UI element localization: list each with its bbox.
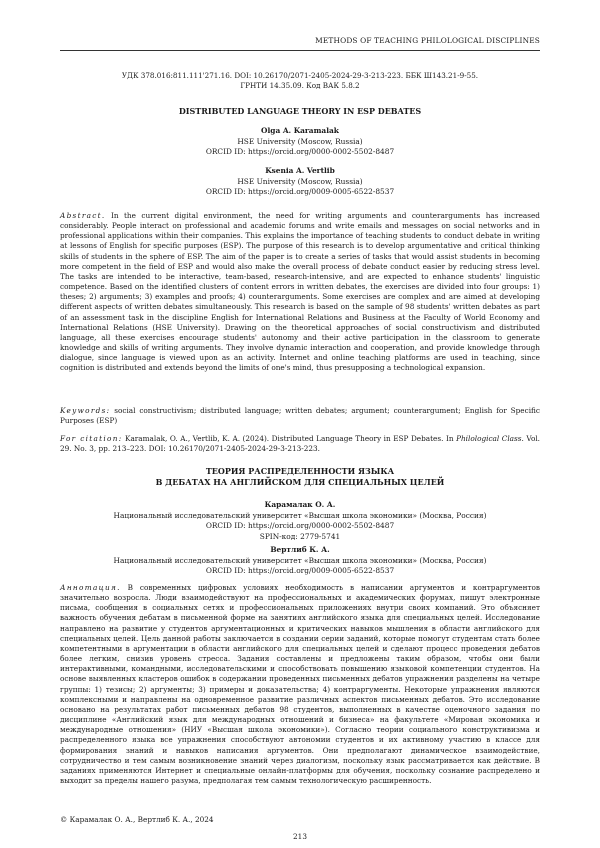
author-spin: SPIN-код: 2779-5741 bbox=[259, 531, 341, 541]
citation-text-end: Vol. 29. No. 3, pp. 213–223. DOI: 10.26170/2071-2405-2024-29-3-213-223. bbox=[60, 434, 540, 454]
citation-en bbox=[60, 434, 540, 454]
abstract-label: Аннотация. bbox=[60, 583, 121, 592]
author-block-ru-1 bbox=[60, 500, 540, 542]
author-affiliation: Национальный исследовательский университет «Высшая школа экономики» (Москва, Россия) bbox=[113, 510, 487, 520]
author-affiliation: HSE University (Moscow, Russia) bbox=[237, 176, 363, 186]
page-number: 213 bbox=[293, 832, 307, 841]
abstract-text: В современных цифровых условиях необходимость в написании аргументов и контраргументов значительно возросла. Люди взаимодействуют на профессиональных и академических форумах, пишут электронные письма, сообщения в социальных сетях и профессиональных приложениях внутри своих компаний. Это объясняет важность обучения дебатам в письменной форме на занятиях английского языка для специальных целей. Исследование направлено на развитие у студентов аргументационных и критических навыков мышления в области английского для специальных целей. Цель данной работы заключается в создании серии заданий, которые помогут студентам стать более компетентными в аргументации в области английского для специальных целей и сделают процесс проведения дебатов более легким, снизив уровень стресса. Задания составлены и предложены таким образом, чтобы они были интерактивными, командными, исследовательскими и способствовать повышению языковой компетенции студентов. На основе выявленных кластеров ошибок в содержании проведенных письменных дебатов упражнения разделены на четыре группы: 1) тезисы; 2) аргументы; 3) примеры и доказательства; 4) контраргументы. Некоторые упражнения являются комплексными и направлены на одновременное развитие различных аспектов письменных дебатов. Это исследование основано на результатах работ письменных дебатов 98 студентов, выполненных в качестве оценочного задания по дисциплине «Английский язык для международных отношений и бизнеса» на факультете «Мировая экономика и международные отношения» (НИУ «Высшая школа экономики»). Согласно теории социального конструктивизма и распределенного языка все упражнения способствуют автономии студентов и их активному участию в классе для формирования знаний и навыков написания аргументов. Они предполагают динамическое взаимодействие, сотрудничество и тем самым возникновение знаний через диалогизм, поскольку язык рассматривается как действие. В заданиях применяются Интернет и специальные онлайн-платформы для обучения, поскольку сознание распределено и выходит за пределы нашего разума, предполагая тем самым технологическую расширенность. bbox=[60, 583, 540, 785]
article-meta bbox=[60, 71, 540, 91]
author-name: Вертлиб К. А. bbox=[270, 545, 330, 554]
abstract-text: In the current digital environment, the need for writing arguments and counterarguments has increased considerably. People interact on professional and academic forums and write emails and messages on social networks and in professional applications within their companies. This explains the importance of teaching students to conduct debate in writing at lessons of English for specific purposes (ESP). The purpose of this research is to develop argumentative and critical thinking skills of students in the sphere of ESP. The aim of the paper is to create a series of tasks that would assist students in becoming more competent in the field of ESP and would also make the overall process of debate conduct easier by reducing stress level. The tasks are intended to be interactive, team-based, research-intensive, and are expected to enhance students' linguistic competence. Based on the identified clusters of content errors in written debates, the exercises are divided into four groups: 1) theses; 2) arguments; 3) examples and proofs; 4) counterarguments. Some exercises are complex and are aimed at developing different aspects of written debates simultaneously. This research is based on the sample of 98 students' written debates as part of an assessment task in the discipline English for International Relations and Business at the Faculty of World Economy and International Relations (HSE University). Drawing on the theoretical approaches of social constructivism and distributed language, all these exercises encourage students' autonomy and their active participation in the classroom to generate knowledge and skills of writing arguments. They involve dynamic interaction and cooperation, and provide knowledge through dialogue, since language is viewed upon as an activity. Internet and online teaching platforms are used in teaching, since cognition is distributed and extends beyond the limits of one's mind, thus presupposing a technological expansion. bbox=[60, 211, 540, 373]
author-block-en-2 bbox=[60, 166, 540, 198]
copyright: © Карамалак О. А., Вертлиб К. А., 2024 bbox=[60, 815, 214, 824]
title-ru-line-1: ТЕОРИЯ РАСПРЕДЕЛЕННОСТИ ЯЗЫКА bbox=[205, 466, 395, 476]
author-orcid: ORCID ID: https://orcid.org/0000-0002-5502-8487 bbox=[205, 147, 395, 156]
author-block-ru-2 bbox=[60, 545, 540, 577]
author-affiliation: Национальный исследовательский университет «Высшая школа экономики» (Москва, Россия) bbox=[113, 555, 487, 565]
author-block-en-1 bbox=[60, 126, 540, 158]
header-rule bbox=[60, 50, 540, 51]
author-name: Ksenia A. Vertlib bbox=[265, 166, 335, 175]
keywords-text: social constructivism; distributed language; written debates; argument; counterargument; English for Specific Purposes (ESP) bbox=[60, 406, 540, 426]
author-affiliation: HSE University (Moscow, Russia) bbox=[237, 136, 363, 146]
author-name: Карамалак О. А. bbox=[264, 500, 336, 509]
title-ru-line-2: В ДЕБАТАХ НА АНГЛИЙСКОМ ДЛЯ СПЕЦИАЛЬНЫХ ЦЕЛЕЙ bbox=[155, 477, 445, 487]
author-name: Olga A. Karamalak bbox=[261, 126, 339, 135]
citation-label: For citation: bbox=[60, 434, 123, 443]
author-orcid: ORCID ID: https://orcid.org/0009-0005-6522-8537 bbox=[205, 187, 395, 196]
meta-line-udc: УДК 378.016:811.111'271.16. DOI: 10.26170/2071-2405-2024-29-3-213-223. ББК Ш143.21-9-55. bbox=[121, 71, 479, 80]
meta-line-grnti: ГРНТИ 14.35.09. Код ВАК 5.8.2 bbox=[240, 81, 360, 90]
citation-journal: Philological Class. bbox=[456, 434, 524, 443]
author-orcid: ORCID ID: https://orcid.org/0000-0002-5502-8487 bbox=[205, 521, 395, 530]
article-title-en: DISTRIBUTED LANGUAGE THEORY IN ESP DEBATES bbox=[178, 106, 422, 116]
author-orcid: ORCID ID: https://orcid.org/0009-0005-6522-8537 bbox=[205, 566, 395, 575]
abstract-label: Abstract. bbox=[60, 211, 106, 220]
citation-text: Karamalak, O. A., Vertlib, K. A. (2024). Distributed Language Theory in ESP Debates. In bbox=[125, 434, 457, 443]
abstract-ru bbox=[60, 583, 540, 786]
running-header: METHODS OF TEACHING PHILOLOGICAL DISCIPLINES bbox=[315, 36, 540, 45]
article-title-ru bbox=[60, 466, 540, 488]
keywords-en bbox=[60, 406, 540, 426]
abstract-en bbox=[60, 211, 540, 374]
keywords-label: Keywords: bbox=[60, 406, 111, 415]
